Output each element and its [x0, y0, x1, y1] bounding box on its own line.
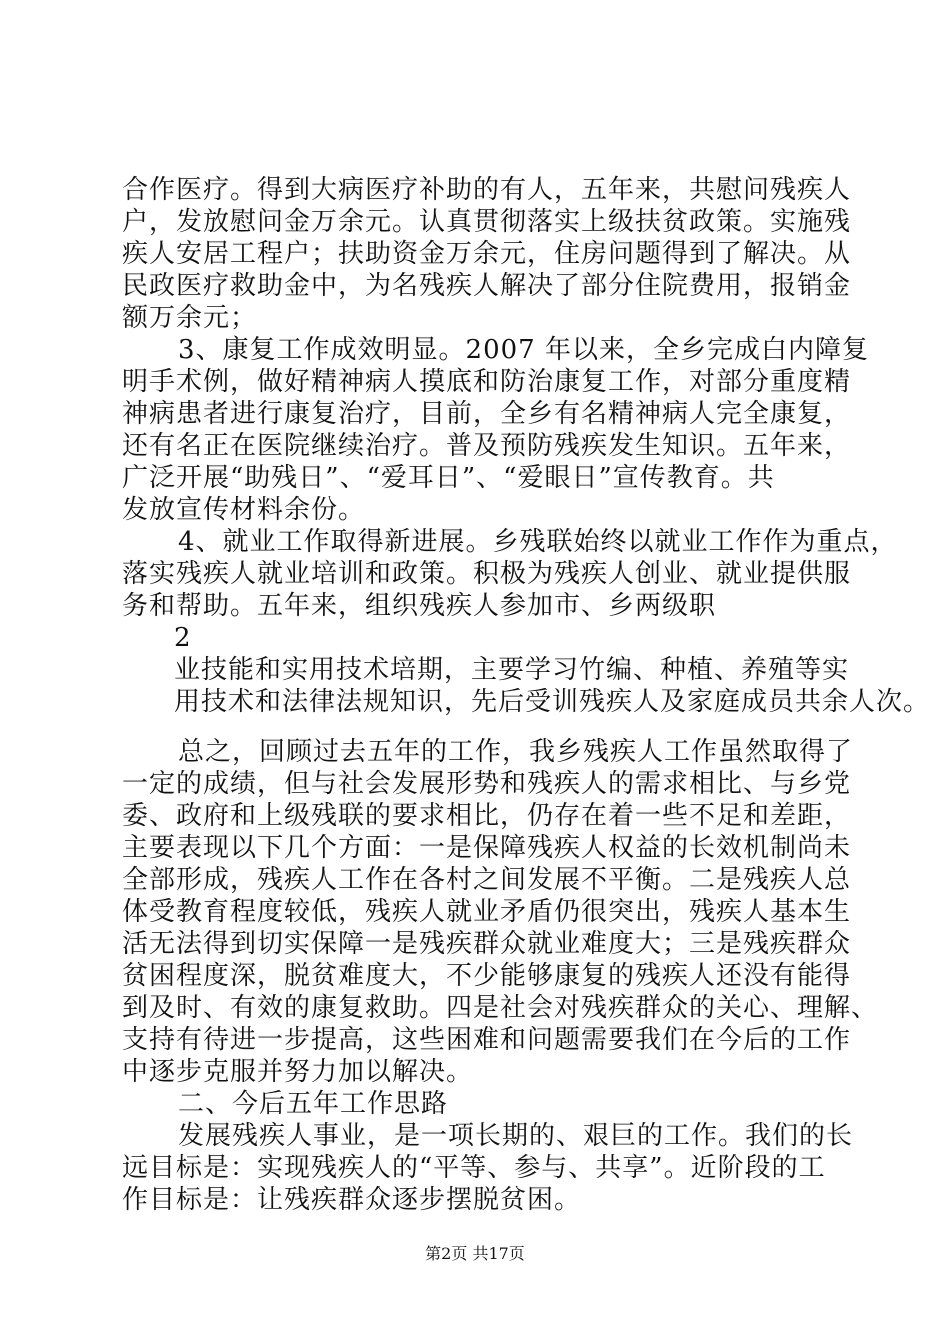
section-heading: 二、今后五年工作思路	[178, 1089, 449, 1119]
text-line: 作目标是：让残疾群众逐步摆脱贫困。	[122, 1185, 582, 1215]
text-line: 到及时、有效的康复救助。四是社会对残疾群众的关心、理解、	[122, 993, 879, 1023]
text-line: 4、就业工作取得新进展。乡残联始终以就业工作作为重点，	[178, 527, 898, 557]
text-line: 一定的成绩，但与社会发展形势和残疾人的需求相比、与乡党	[122, 769, 852, 799]
text-line: 远目标是：实现残疾人的“平等、参与、共享”。近阶段的工	[122, 1153, 826, 1183]
text-line: 发放宣传材料余份。	[122, 495, 366, 525]
text-line: 户，发放慰问金万余元。认真贯彻落实上级扶贫政策。实施残	[122, 207, 852, 237]
text-line: 民政医疗救助金中，为名残疾人解决了部分住院费用，报销金	[122, 271, 852, 301]
document-body	[122, 174, 931, 1216]
text-line: 额万余元；	[122, 303, 258, 333]
text-line: 总之，回顾过去五年的工作，我乡残疾人工作虽然取得了	[178, 737, 854, 767]
paragraph-training	[122, 654, 931, 718]
text-line: 明手术例，做好精神病人摸底和防治康复工作，对部分重度精	[122, 367, 852, 397]
page-footer: 第2页 共17页	[425, 1244, 525, 1263]
text-line: 务和帮助。五年来，组织残疾人参加市、乡两级职	[122, 591, 717, 621]
text-line: 委、政府和上级残联的要求相比，仍存在着一些不足和差距，	[122, 801, 852, 831]
text-line: 还有名正在医院继续治疗。普及预防残疾发生知识。五年来，	[122, 431, 852, 461]
text-line: 业技能和实用技术培期，主要学习竹编、种植、养殖等实	[174, 655, 850, 685]
text-line: 用技术和法律法规知识，先后受训残疾人及家庭成员共余人次。	[174, 687, 931, 717]
text-line: 全部形成，残疾人工作在各村之间发展不平衡。二是残疾人总	[122, 865, 852, 895]
text-line: 支持有待进一步提高，这些困难和问题需要我们在今后的工作	[122, 1025, 852, 1055]
paragraph-gap	[122, 718, 834, 736]
text-line: 中逐步克服并努力加以解决。	[122, 1057, 474, 1087]
text-line: 落实残疾人就业培训和政策。积极为残疾人创业、就业提供服	[122, 559, 852, 589]
paragraph-summary	[122, 736, 879, 1088]
paragraph-goals	[122, 1120, 854, 1216]
text-line: 3、康复工作成效明显。2007 年以来，全乡完成白内障复	[178, 335, 869, 365]
paragraph-medical-aid	[122, 174, 852, 334]
text-line: 神病患者进行康复治疗，目前，全乡有名精神病人完全康复，	[122, 399, 852, 429]
text-line: 主要表现以下几个方面：一是保障残疾人权益的长效机制尚未	[122, 833, 852, 863]
text-line: 疾人安居工程户；扶助资金万余元，住房问题得到了解决。从	[122, 239, 852, 269]
text-line: 广泛开展“助残日”、“爱耳日”、“爱眼日”宣传教育。共	[122, 463, 775, 493]
paragraph-rehabilitation	[122, 334, 869, 526]
text-line: 贫困程度深，脱贫难度大，不少能够康复的残疾人还没有能得	[122, 961, 852, 991]
inline-page-number: 2	[174, 623, 192, 653]
paragraph-employment	[122, 526, 898, 622]
text-line: 活无法得到切实保障一是残疾群众就业难度大；三是残疾群众	[122, 929, 852, 959]
text-line: 发展残疾人事业，是一项长期的、艰巨的工作。我们的长	[178, 1121, 854, 1151]
text-line: 合作医疗。得到大病医疗补助的有人，五年来，共慰问残疾人	[122, 175, 852, 205]
text-line: 体受教育程度较低，残疾人就业矛盾仍很突出，残疾人基本生	[122, 897, 852, 927]
